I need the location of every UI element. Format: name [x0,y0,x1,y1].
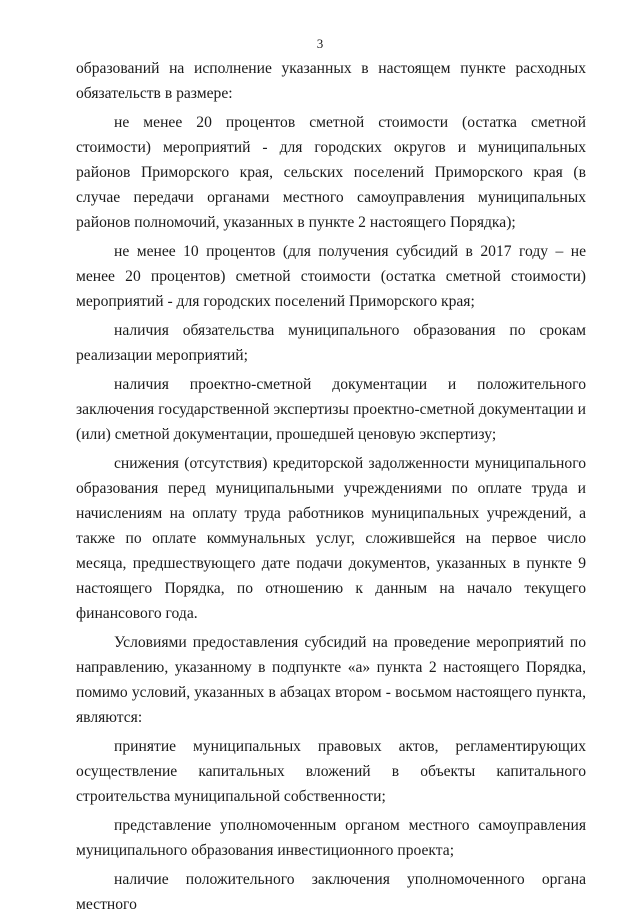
page-number: 3 [316,36,324,51]
paragraph-obligation-deadlines: наличия обязательства муниципального образования по срокам реализации мероприятий; [76,322,586,364]
paragraph-investment-project: представление уполномоченным органом местного самоуправления муниципального образования инвестиционного проекта; [76,817,586,859]
paragraph-design-documentation: наличия проектно-сметной документации и положительного заключения государственной экспертизы проектно-сметной документации и (или) сметной документации, прошедшей ценовую экспертизу; [76,376,586,443]
paragraph-condition-20-percent: не менее 20 процентов сметной стоимости (остатка сметной стоимости) мероприятий - для городских округов и муниципальных районов Приморского края, сельских поселений Приморского края (в случае передачи органами местного самоуправления муниципальных районов полномочий, указанных в пункте 2 настоящего Порядка); [76,114,586,231]
document-body [76,56,586,921]
paragraph-subsidy-conditions: Условиями предоставления субсидий на проведение мероприятий по направлению, указанному в подпункте «а» пункта 2 настоящего Порядка, помимо условий, указанных в абзацах втором - восьмом настоящего пункта, являются: [76,634,586,726]
paragraph-legal-acts: принятие муниципальных правовых актов, регламентирующих осуществление капитальных вложений в объекты капитального строительства муниципальной собственности; [76,738,586,805]
paragraph-positive-conclusion: наличие положительного заключения уполномоченного органа местного [76,871,586,913]
paragraph-continuation: образований на исполнение указанных в настоящем пункте расходных обязательств в размере: [76,60,586,102]
paragraph-debt-reduction: снижения (отсутствия) кредиторской задолженности муниципального образования перед муниципальными учреждениями по оплате труда и начислениям на оплату труда работников муниципальных учреждений, а также по оплате коммунальных услуг, сложившейся на первое число месяца, предшествующего дате подачи документов, указанных в пункте 9 настоящего Порядка, по отношению к данным на начало текущего финансового года. [76,455,586,622]
paragraph-condition-10-percent: не менее 10 процентов (для получения субсидий в 2017 году – не менее 20 процентов) сметной стоимости (остатка сметной стоимости) мероприятий - для городских поселений Приморского края; [76,243,586,310]
